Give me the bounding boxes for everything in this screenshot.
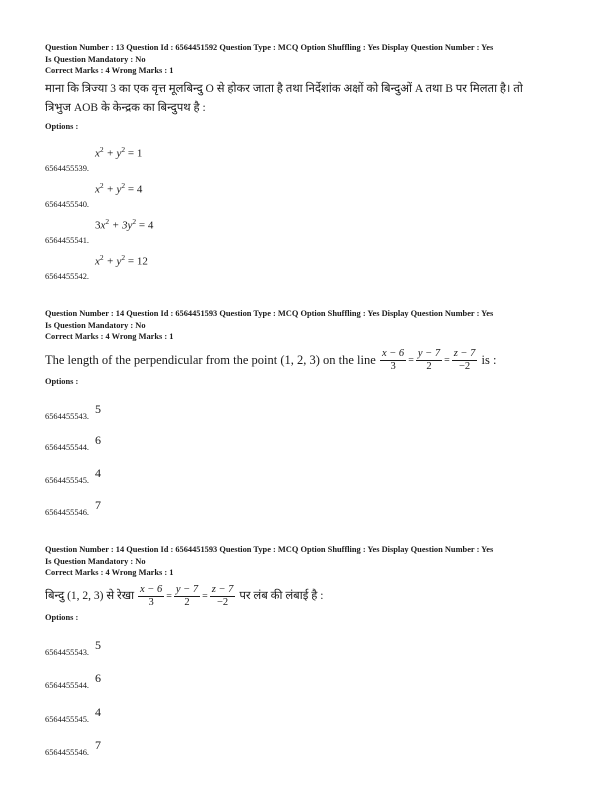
- question-14-english: [45, 308, 575, 386]
- question-text: [45, 80, 575, 118]
- question-header-line2: Is Question Mandatory : No: [45, 54, 146, 64]
- fraction-y: $\frac{y - 7}{2}$: [175, 583, 199, 608]
- question-header-line1: Question Number : 13 Question Id : 6564451592 Question Type : MCQ Option Shuffling : Yes Display Question Number : Yes: [45, 43, 494, 52]
- option-value: 4: [94, 705, 101, 719]
- option-item[interactable]: [45, 400, 101, 421]
- option-item[interactable]: [45, 669, 101, 690]
- option-value: 7: [94, 498, 101, 512]
- option-id: 6564455542.: [45, 272, 89, 281]
- question-text-line2: त्रिभुज AOB के केन्द्रक का बिन्दुपथ है :: [45, 101, 206, 114]
- option-value: 5: [94, 638, 101, 652]
- option-id: 6564455543.: [45, 648, 89, 657]
- option-id: 6564455540.: [45, 200, 89, 209]
- option-id: 6564455544.: [45, 443, 89, 452]
- option-value: $x^2 + y^2 = 1$: [94, 145, 143, 160]
- fraction-x: $\frac{x - 6}{3}$: [381, 347, 405, 372]
- option-item[interactable]: [45, 144, 143, 173]
- option-value: 6: [94, 433, 101, 447]
- option-id: 6564455541.: [45, 236, 89, 245]
- option-item[interactable]: [45, 180, 143, 209]
- question-header-line1: Question Number : 14 Question Id : 6564451593 Question Type : MCQ Option Shuffling : Yes Display Question Number : Yes: [45, 309, 494, 318]
- question-14-hindi: [45, 544, 575, 622]
- question-header-line3: Correct Marks : 4 Wrong Marks : 1: [45, 332, 174, 341]
- option-item[interactable]: [45, 703, 101, 724]
- option-id: 6564455539.: [45, 164, 89, 173]
- option-item[interactable]: [45, 464, 101, 485]
- option-value: 7: [94, 738, 101, 752]
- options-label: Options :: [45, 376, 79, 386]
- option-value: 4: [94, 466, 101, 480]
- options-label: Options :: [45, 612, 79, 622]
- option-item[interactable]: [45, 431, 101, 452]
- question-text: बिन्दु (1, 2, 3) से रेखा $\frac{x - 6}{3}$ = $\frac{y - 7}{2}$ = $\frac{z - 7}{-2}$ पर लंब की लंबाई है :: [45, 583, 324, 608]
- option-value: 5: [94, 402, 101, 416]
- options-label: Options :: [45, 121, 79, 131]
- option-value: 6: [94, 671, 101, 685]
- question-text-line1: माना कि त्रिज्या 3 का एक वृत्त मूलबिन्दु O से होकर जाता है तथा निर्देशांक अक्षों को बिन्दुओं A तथा B पर मिलता है। तो: [45, 82, 523, 95]
- option-id: 6564455546.: [45, 508, 89, 517]
- fraction-z: $\frac{z - 7}{-2}$: [453, 347, 476, 372]
- option-value: $x^2 + y^2 = 12$: [94, 253, 148, 268]
- question-header-line3: Correct Marks : 4 Wrong Marks : 1: [45, 568, 174, 577]
- question-header-line3: Correct Marks : 4 Wrong Marks : 1: [45, 66, 174, 75]
- option-value: $3x^2 + 3y^2 = 4$: [94, 217, 154, 232]
- option-item[interactable]: [45, 216, 154, 245]
- fraction-y: $\frac{y - 7}{2}$: [417, 347, 441, 372]
- option-id: 6564455544.: [45, 681, 89, 690]
- question-header-line1: Question Number : 14 Question Id : 6564451593 Question Type : MCQ Option Shuffling : Yes Display Question Number : Yes: [45, 545, 494, 554]
- fraction-x: $\frac{x - 6}{3}$: [139, 583, 163, 608]
- question-header-line2: Is Question Mandatory : No: [45, 320, 146, 330]
- question-header-line2: Is Question Mandatory : No: [45, 556, 146, 566]
- option-id: 6564455546.: [45, 748, 89, 757]
- options-list-q13: [45, 140, 575, 280]
- option-item[interactable]: [45, 736, 101, 757]
- fraction-z: $\frac{z - 7}{-2}$: [211, 583, 234, 608]
- options-list-q14-en: [45, 398, 575, 518]
- options-list-q14-hi: [45, 634, 575, 764]
- option-item[interactable]: [45, 496, 101, 517]
- option-item[interactable]: [45, 636, 101, 657]
- option-id: 6564455543.: [45, 412, 89, 421]
- question-13: [45, 42, 575, 131]
- option-item[interactable]: [45, 252, 148, 281]
- question-text: The length of the perpendicular from the point (1, 2, 3) on the line $\frac{x - 6}{3}$ = $\frac{y - 7}{2}$ = $\frac{z - 7}{-2}$ is :: [45, 347, 497, 372]
- option-id: 6564455545.: [45, 715, 89, 724]
- option-value: $x^2 + y^2 = 4$: [94, 181, 143, 196]
- option-id: 6564455545.: [45, 476, 89, 485]
